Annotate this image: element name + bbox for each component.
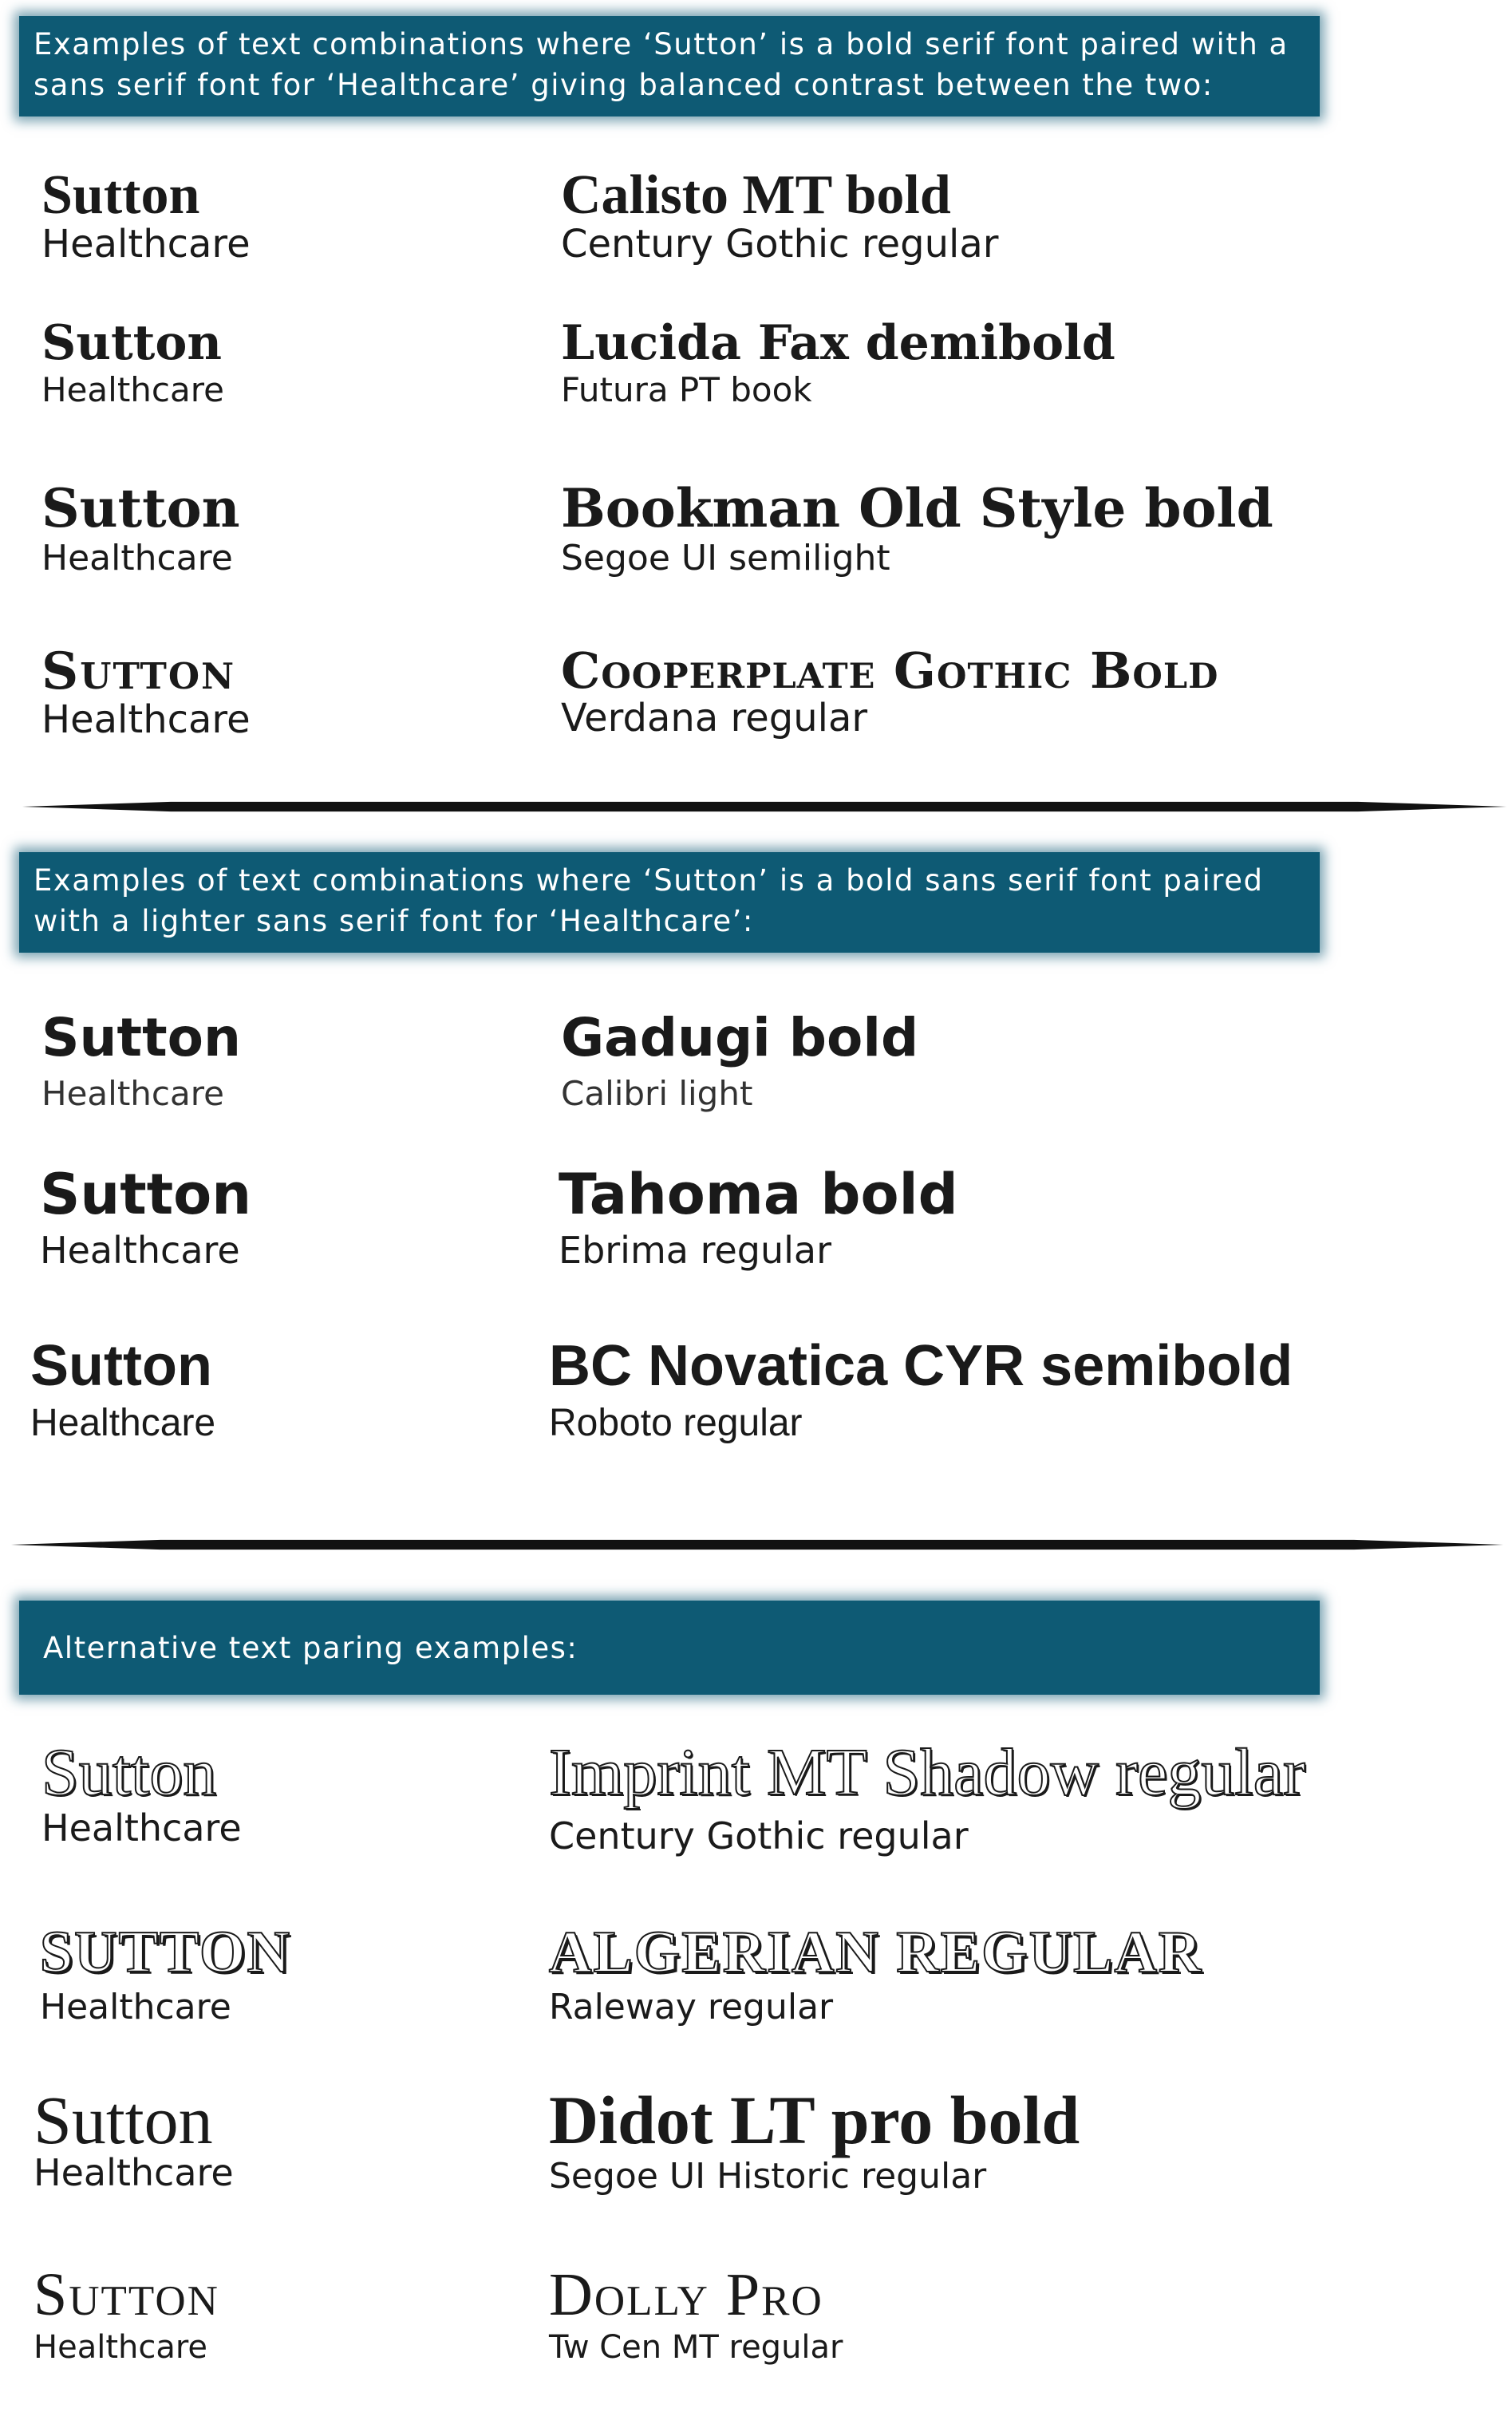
font-subtitle-label: Century Gothic regular: [561, 222, 999, 266]
sample-subtitle: Healthcare: [41, 1806, 242, 1850]
font-title-label: Cooperplate Gothic Bold: [561, 642, 1219, 700]
sample-title: SUTTON: [40, 1920, 291, 1985]
sample-subtitle: Healthcare: [41, 538, 233, 578]
sample-subtitle: Healthcare: [40, 1229, 240, 1272]
sample-subtitle: Healthcare: [34, 2151, 234, 2194]
font-title-label: BC Novatica CYR semibold: [549, 1334, 1293, 1398]
section2-heading: Examples of text combinations where ‘Sutton’ is a bold sans serif font paired with a lighter sans serif font for ‘Healthcare’:: [34, 863, 1264, 938]
sample-pair-7: [30, 1334, 216, 1444]
sample-pair-1: [41, 164, 251, 266]
sample-pair-4: [41, 642, 251, 742]
sample-subtitle: Healthcare: [41, 370, 224, 409]
font-title-label: Dolly Pro: [549, 2261, 823, 2328]
sample-subtitle: Healthcare: [34, 2329, 208, 2366]
section2-heading-banner: [19, 852, 1320, 953]
font-title-label: Imprint MT Shadow regular: [549, 1735, 1305, 1810]
font-subtitle-label: Calibri light: [561, 1074, 753, 1113]
sample-subtitle: Healthcare: [41, 222, 251, 266]
font-pair-11: [549, 2261, 843, 2366]
sample-title: Sutton: [34, 2082, 213, 2158]
font-subtitle-label: Roboto regular: [549, 1402, 803, 1444]
font-subtitle-label: Century Gothic regular: [549, 1814, 969, 1857]
sample-title: Sutton: [41, 164, 200, 226]
sample-title: Sutton: [41, 642, 236, 701]
sample-title: Sutton: [41, 1007, 241, 1068]
font-pair-7: [549, 1334, 1293, 1444]
font-subtitle-label: Segoe UI semilight: [561, 538, 890, 578]
sample-pair-11: [34, 2261, 219, 2366]
sample-pair-10: [34, 2082, 234, 2194]
font-title-label: Calisto MT bold: [561, 164, 951, 226]
font-subtitle-label: Ebrima regular: [559, 1229, 832, 1272]
sample-pair-3: [41, 477, 240, 578]
font-title-label: Didot LT pro bold: [549, 2082, 1080, 2158]
sample-pair-9: [40, 1920, 291, 2027]
font-pair-10: [549, 2082, 1080, 2197]
section1-heading: Examples of text combinations where ‘Sutton’ is a bold serif font paired with a sans serif font for ‘Healthcare’ giving balanced contrast between the two:: [34, 27, 1289, 102]
section3-heading-banner: [19, 1601, 1320, 1695]
section-divider-1: [22, 800, 1506, 813]
font-title-label: Bookman Old Style bold: [561, 477, 1273, 539]
font-title-label: Tahoma bold: [559, 1162, 958, 1227]
font-pair-5: [561, 1007, 919, 1113]
section3-heading: Alternative text paring examples:: [43, 1630, 578, 1665]
section1-heading-banner: [19, 16, 1320, 116]
font-pair-2: [561, 315, 1115, 409]
font-title-label: Lucida Fax demibold: [561, 315, 1115, 371]
sample-pair-2: [41, 315, 224, 409]
font-subtitle-label: Futura PT book: [561, 370, 812, 409]
font-pair-8: [549, 1735, 1305, 1857]
font-pair-3: [561, 477, 1273, 578]
font-title-label: Gadugi bold: [561, 1007, 919, 1068]
font-subtitle-label: Verdana regular: [561, 696, 868, 740]
font-subtitle-label: Tw Cen MT regular: [549, 2329, 843, 2366]
sample-pair-8: [41, 1735, 242, 1850]
sample-title: Sutton: [30, 1334, 212, 1398]
section-divider-2: [11, 1538, 1503, 1551]
sample-title: Sutton: [41, 315, 223, 371]
font-title-label: ALGERIAN REGULAR: [549, 1920, 1203, 1985]
sample-subtitle: Healthcare: [41, 1074, 224, 1113]
sample-subtitle: Healthcare: [41, 697, 251, 742]
font-subtitle-label: Segoe UI Historic regular: [549, 2156, 987, 2197]
sample-title: Sutton: [41, 1735, 217, 1810]
font-pair-1: [561, 164, 999, 266]
sample-title: Sutton: [34, 2261, 219, 2328]
font-pair-4: [561, 642, 1219, 740]
font-pair-6: [559, 1162, 958, 1272]
font-subtitle-label: Raleway regular: [549, 1987, 834, 2027]
sample-subtitle: Healthcare: [40, 1987, 231, 2027]
font-pair-9: [549, 1920, 1203, 2027]
sample-pair-5: [41, 1007, 241, 1113]
sample-subtitle: Healthcare: [30, 1402, 216, 1444]
sample-title: Sutton: [41, 477, 240, 539]
sample-pair-6: [40, 1162, 252, 1272]
sample-title: Sutton: [40, 1162, 252, 1227]
